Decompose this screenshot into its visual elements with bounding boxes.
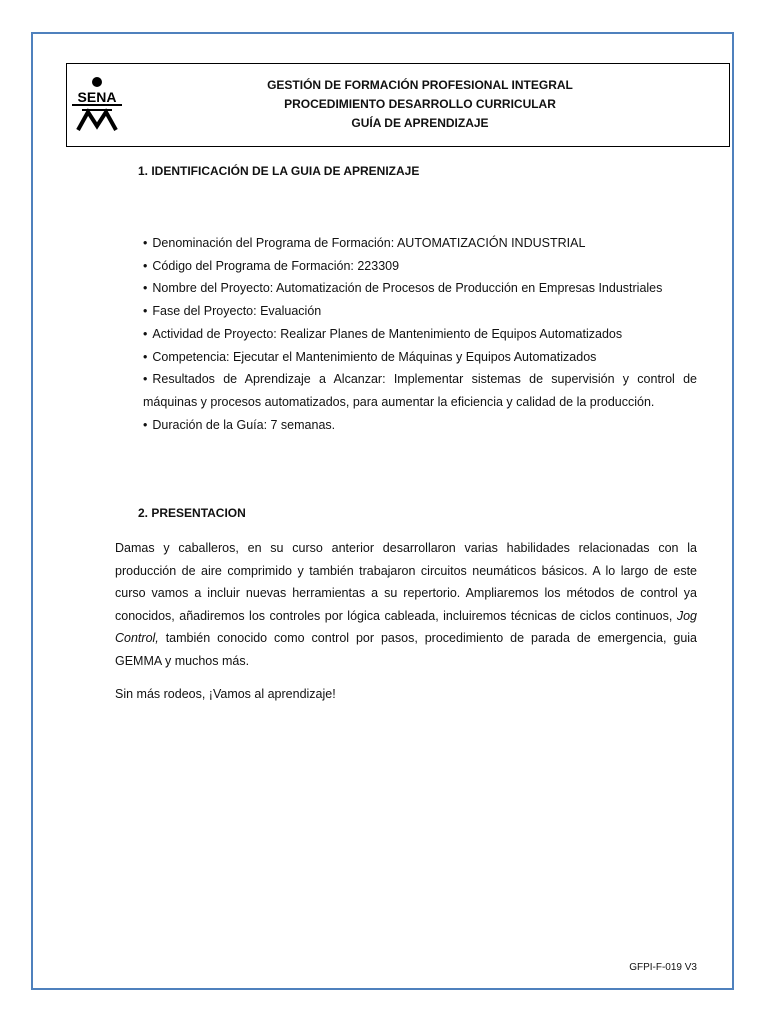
form-code: GFPI-F-019 V3 [629,962,697,973]
presentation-paragraph: Damas y caballeros, en su curso anterior desarrollaron varias habilidades relacionadas con la producción de aire comprimido y también trabajaron circuitos neumáticos básicos. A lo largo de este curso vamos a incluir nuevas herramientas a su repertorio. Ampliaremos los métodos de control ya conocidos, añadiremos los controles por lógica cableada, incluiremos técnicas de ciclos continuos, Jog Control, también conocido como control por pasos, procedimiento de parada de emergencia, guia GEMMA y muchos más. [115,541,697,668]
identification-list [143,232,697,436]
list-item: • Resultados de Aprendizaje a Alcanzar: Implementar sistemas de supervisión y control de máquinas y procesos automatizados, para aumentar la eficiencia y calidad de la producción. [143,372,697,409]
section-2-title: 2. PRESENTACION [138,506,246,520]
logo-text: SENA [77,89,117,105]
header-line-2: PROCEDIMIENTO DESARROLLO CURRICULAR [284,97,556,111]
list-item: • Denominación del Programa de Formación: AUTOMATIZACIÓN INDUSTRIAL [143,236,586,250]
header-title [130,76,710,133]
closing-paragraph: Sin más rodeos, ¡Vamos al aprendizaje! [115,687,336,701]
sena-logo [68,74,126,134]
list-item: • Fase del Proyecto: Evaluación [143,304,322,319]
list-item: • Duración de la Guía: 7 semanas. [143,417,336,432]
section-1-title: 1. IDENTIFICACIÓN DE LA GUIA DE APRENIZAJE [138,164,420,178]
list-item: • Competencia: Ejecutar el Mantenimiento de Máquinas y Equipos Automatizados [143,349,597,364]
header-line-1: GESTIÓN DE FORMACIÓN PROFESIONAL INTEGRAL [267,78,573,92]
list-item: • Nombre del Proyecto: Automatización de Procesos de Producción en Empresas Industriales [143,281,663,296]
list-item: • Actividad de Proyecto: Realizar Planes de Mantenimiento de Equipos Automatizados [143,326,623,341]
list-item: • Código del Programa de Formación: 223309 [143,258,400,273]
jog-control-term: Jog Control, [115,608,697,645]
header-line-3: GUÍA DE APRENDIZAJE [351,116,489,130]
